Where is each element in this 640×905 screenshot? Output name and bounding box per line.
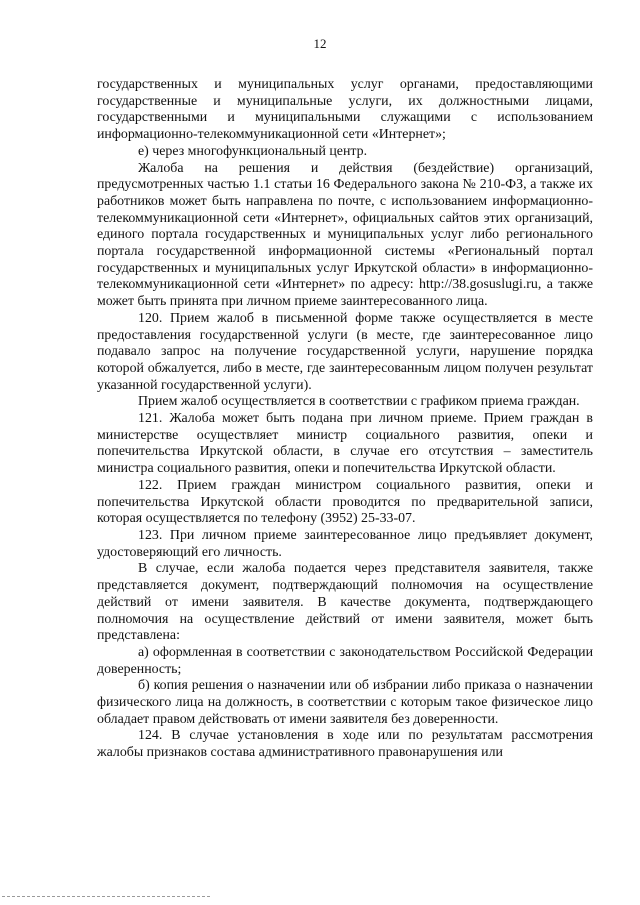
page-number: 12	[313, 36, 327, 51]
paragraph-1: государственных и муниципальных услуг органами, предоставляющими государственные и муниципальные услуги, их должностными лицами, государственными и муниципальными служащими с использованием информационно-телекоммуникационной сети «Интернет»;	[97, 77, 593, 143]
paragraph-3: Жалоба на решения и действия (бездействие) организаций, предусмотренных частью 1.1 статьи 16 Федерального закона № 210-ФЗ, а также их работников может быть направлена по почте, с использованием информационно-телекоммуникационной сети «Интернет», официальных сайтов этих организаций, единого портала государственных и муниципальных услуг либо регионального портала государственной информационной системы «Региональный портал государственных и муниципальных услуг Иркутской области» в информационно-телекоммуникационной сети «Интернет» по адресу: http://38.gosuslugi.ru, а также может быть принята при личном приеме заинтересованного лица.	[97, 160, 593, 310]
paragraph-8: 123. При личном приеме заинтересованное лицо предъявляет документ, удостоверяющий его личность.	[97, 527, 593, 560]
paragraph-11: б) копия решения о назначении или об избрании либо приказа о назначении физического лица на должность, в соответствии с которым такое физическое лицо обладает правом действовать от имени заявителя без доверенности.	[97, 678, 593, 727]
paragraph-10: а) оформленная в соответствии с законодательством Российской Федерации доверенность;	[97, 644, 593, 677]
paragraph-2: е) через многофункциональный центр.	[138, 143, 368, 159]
paragraph-7: 122. Прием граждан министром социального развития, опеки и попечительства Иркутской области проводится по предварительной записи, которая осуществляется по телефону (3952) 25-33-07.	[97, 477, 593, 527]
paragraph-5: Прием жалоб осуществляется в соответствии с графиком приема граждан.	[138, 394, 580, 410]
paragraph-9: В случае, если жалоба подается через представителя заявителя, также представляется документ, подтверждающий полномочия на осуществление действий от имени заявителя. В качестве документа, подтверждающего полномочия на осуществление действий от имени заявителя, может быть представлена:	[97, 561, 593, 644]
footer-divider	[2, 896, 210, 897]
paragraph-6: 121. Жалоба может быть подана при личном приеме. Прием граждан в министерстве осуществляет министр социального развития, опеки и попечительства Иркутской области, в случае его отсутствия – заместитель министра социального развития, опеки и попечительства Иркутской области.	[97, 411, 593, 477]
paragraph-4: 120. Прием жалоб в письменной форме также осуществляется в месте предоставления государственной услуги (в месте, где заинтересованное лицо подавало запрос на получение государственной услуги, нарушение порядка которой обжалуется, либо в месте, где заинтересованным лицом получен результат указанной государственной услуги).	[97, 310, 593, 393]
paragraph-12: 124. В случае установления в ходе или по результатам рассмотрения жалобы признаков состава административного правонарушения или	[97, 728, 593, 761]
body-text	[97, 77, 593, 762]
